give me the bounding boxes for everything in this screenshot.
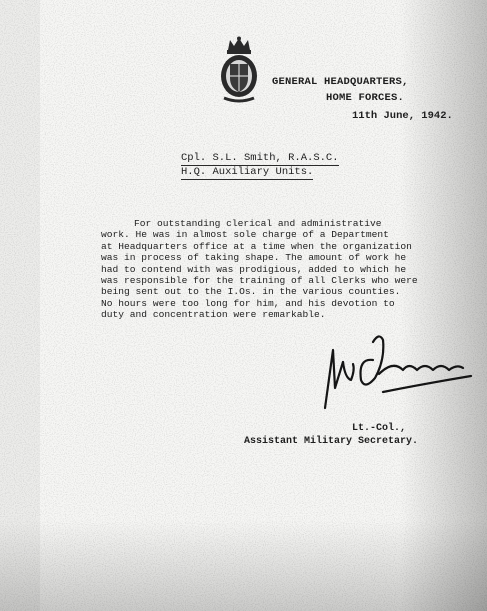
letterhead-line-2: HOME FORCES.	[326, 92, 405, 104]
signatory-rank: Lt.-Col.,	[352, 423, 407, 434]
body-line: at Headquarters office at a time when the organization	[101, 240, 412, 252]
body-line: had to contend with was prodigious, added to which he	[101, 263, 407, 275]
royal-crest-icon	[218, 36, 260, 104]
signatory-title: Assistant Military Secretary.	[244, 436, 419, 447]
citation-body	[101, 218, 431, 321]
body-line: work. He was in almost sole charge of a Department	[101, 229, 389, 241]
handwritten-signature	[313, 330, 478, 415]
body-line: being sent out to the I.Os. in the various counties.	[101, 286, 401, 298]
letterhead-line-1: GENERAL HEADQUARTERS,	[272, 76, 409, 88]
body-line: was in process of taking shape. The amount of work he	[101, 252, 407, 264]
body-line: duty and concentration were remarkable.	[101, 309, 326, 321]
signature-block	[244, 422, 418, 448]
body-line: For outstanding clerical and administrative	[134, 218, 382, 229]
letterhead	[272, 74, 409, 106]
addressee	[181, 152, 339, 180]
letter-date: 11th June, 1942.	[352, 110, 453, 122]
body-line: No hours were too long for him, and his devotion to	[101, 297, 395, 309]
body-line: was responsible for the training of all Clerks who were	[101, 275, 418, 287]
addressee-line-2: H.Q. Auxiliary Units.	[181, 166, 314, 178]
addressee-line-1: Cpl. S.L. Smith, R.A.S.C.	[181, 152, 339, 164]
